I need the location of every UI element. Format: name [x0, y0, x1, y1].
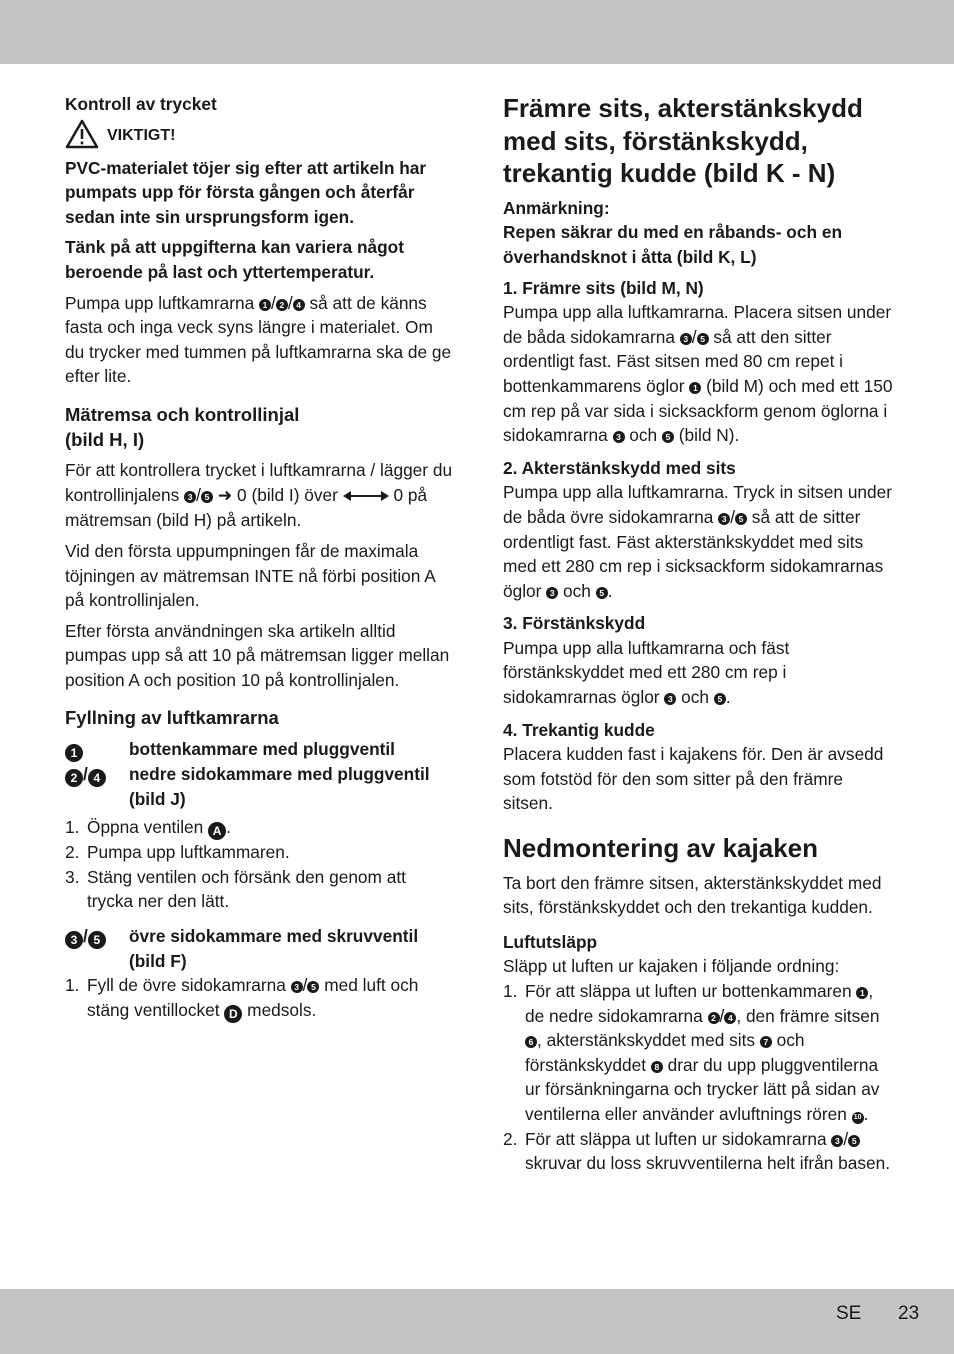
section-title-measure-l2: (bild H, I): [65, 428, 145, 450]
footer-language: SE: [836, 1303, 862, 1324]
warning-text-2: Tänk på att uppgifterna kan variera något beroende på last och yttertemperatur.: [65, 237, 404, 282]
release-title: Luftutsläpp: [503, 931, 598, 952]
list-item: 2. Pumpa upp luftkammaren.: [65, 842, 290, 863]
marker-5-large: 5: [88, 931, 106, 949]
note-label: Anmärkning:: [503, 197, 610, 218]
warning-text-1: PVC-materialet töjer sig efter att artikeln har pumpats upp för första gången och återfår sedan inte sin ursprungsform igen.: [65, 157, 427, 227]
section-title-pressure: Kontroll av trycket: [65, 94, 217, 114]
section-title-measure-l1: Mätremsa och kontrollinjal: [65, 403, 300, 425]
marker-4-large: 4: [88, 769, 106, 787]
warning-triangle-icon: [65, 119, 99, 154]
marker-2: 2: [276, 299, 288, 311]
warning-label: VIKTIGT!: [107, 126, 176, 144]
list-item: 2. För att släppa ut luften ur sidokamrarna 3 / 5 skruvar du loss skruvventilerna helt ifrån basen.: [503, 1128, 890, 1174]
right-column: [503, 92, 893, 1176]
definition-bottom-chamber: 1 bottenkammare med pluggventil: [65, 737, 455, 762]
dismount-text: Ta bort den främre sitsen, akterstänkskyddet med sits, förstänkskyddet och den trekantiga kudden.: [503, 872, 882, 918]
list-item: 1. För att släppa ut luften ur bottenkammaren 1 , de nedre sidokamrarna 2 / 4 , den främre sitsen 6 , akterstänkskyddet med sits 7 och förstänkskyddet 8 drar du upp pluggventilerna ur försänkningarna och trycker lätt på sidan av ventilerna eller använder avluftnings rören 10 .: [503, 981, 880, 1124]
item-title-cushion: 4. Trekantig kudde: [503, 719, 655, 740]
list-item: 1. Fyll de övre sidokamrarna 3 / 5 med luft och stäng ventillocket D medsols.: [65, 975, 419, 1021]
upper-filling-list: [65, 973, 455, 1023]
marker-1: 1: [259, 299, 271, 311]
section-heading-seats-l2: med sits, förstänkskydd,: [503, 125, 808, 156]
list-item: 1. Öppna ventilen A .: [65, 817, 231, 839]
marker-2-large: 2: [65, 769, 83, 787]
release-intro: Släpp ut luften ur kajaken i följande ordning:: [503, 956, 840, 977]
item-text-cushion: Placera kudden fast i kajakens för. Den är avsedd som fotstöd för den som sitter på den främre sitsen.: [503, 744, 884, 814]
item-text-front-seat: Pumpa upp alla luftkamrarna. Placera sitsen under de båda sidokamrarna 3 / 5 så att den sitter ordentligt fast. Fäst sitsen med 80 cm repet i bottenkammarens öglor 1 (bild M) och med ett 150 cm rep på var sida i sicksackform genom öglorna i sidokamrarna 3 och 5 (bild N).: [503, 302, 893, 446]
measure-paragraph-1: För att kontrollera trycket i luftkamrarna / lägger du kontrollinjalens 3 / 5 ➜ 0 (bild I) över 0 på mätremsan (bild H) på artikeln.: [65, 460, 453, 531]
marker-3-large: 3: [65, 931, 83, 949]
item-text-bow-cover: Pumpa upp alla luftkamrarna och fäst förstänkskyddet med ett 280 cm rep i sidokamrarnas öglor 3 och 5 .: [503, 637, 790, 708]
list-item: 3. Stäng ventilen och försänk den genom att trycka ner den lätt.: [65, 866, 406, 912]
section-heading-dismount: Nedmontering av kajaken: [503, 833, 818, 864]
release-steps-list: [503, 979, 893, 1176]
header-band: [0, 0, 954, 64]
definition-upper-side-chambers: 3 / 5 övre sidokammare med skruvventil (bild F): [65, 924, 455, 973]
arrow-right-icon: ➜: [217, 484, 233, 505]
marker-1-large: 1: [65, 744, 83, 762]
valve-marker-d: D: [224, 1005, 242, 1023]
section-heading-seats-l1: Främre sits, akterstänkskydd: [503, 93, 863, 123]
item-text-stern-cover: Pumpa upp alla luftkamrarna. Tryck in sitsen under de båda övre sidokamrarna 3 / 5 så att de sitter ordentligt fast. Fäst akterstänkskyddet med sits med ett 280 cm rep i sicksackform sidokamrarnas öglor 3 och 5 .: [503, 482, 893, 601]
double-arrow-icon: [343, 484, 389, 509]
filling-steps-list: [65, 815, 455, 914]
item-title-bow-cover: 3. Förstänkskydd: [503, 613, 646, 634]
valve-marker-a: A: [208, 822, 226, 840]
definition-lower-side-chambers: 2 / 4 nedre sidokammare med pluggventil (bild J): [65, 762, 455, 811]
left-column: [65, 92, 455, 1023]
warning-row: [65, 119, 455, 154]
item-title-stern-cover: 2. Akterstänkskydd med sits: [503, 457, 736, 478]
page-number: 23: [898, 1303, 920, 1324]
pressure-paragraph: Pumpa upp luftkamrarna 1 / 2 / 4 så att de känns fasta och inga veck syns längre i materialet. Om du trycker med tummen på luftkamrarna ska de ge efter lite.: [65, 292, 452, 387]
measure-paragraph-3: Efter första användningen ska artikeln alltid pumpas upp så att 10 på mätremsan ligger mellan position A och position 10 på kontrollinjalen.: [65, 620, 450, 690]
marker-3: 3: [184, 491, 196, 503]
marker-5: 5: [201, 491, 213, 503]
marker-4: 4: [293, 299, 305, 311]
footer-band: [0, 1289, 954, 1354]
item-title-front-seat: 1. Främre sits (bild M, N): [503, 277, 704, 298]
section-title-filling: Fyllning av luftkamrarna: [65, 707, 279, 729]
measure-paragraph-2: Vid den första uppumpningen får de maximala töjningen av mätremsan INTE nå förbi position A på kontrollinjalen.: [65, 540, 435, 611]
section-heading-seats-l3: trekantig kudde (bild K - N): [503, 158, 836, 189]
note-text: Repen säkrar du med en råbands- och en överhandsknot i åtta (bild K, L): [503, 222, 843, 267]
